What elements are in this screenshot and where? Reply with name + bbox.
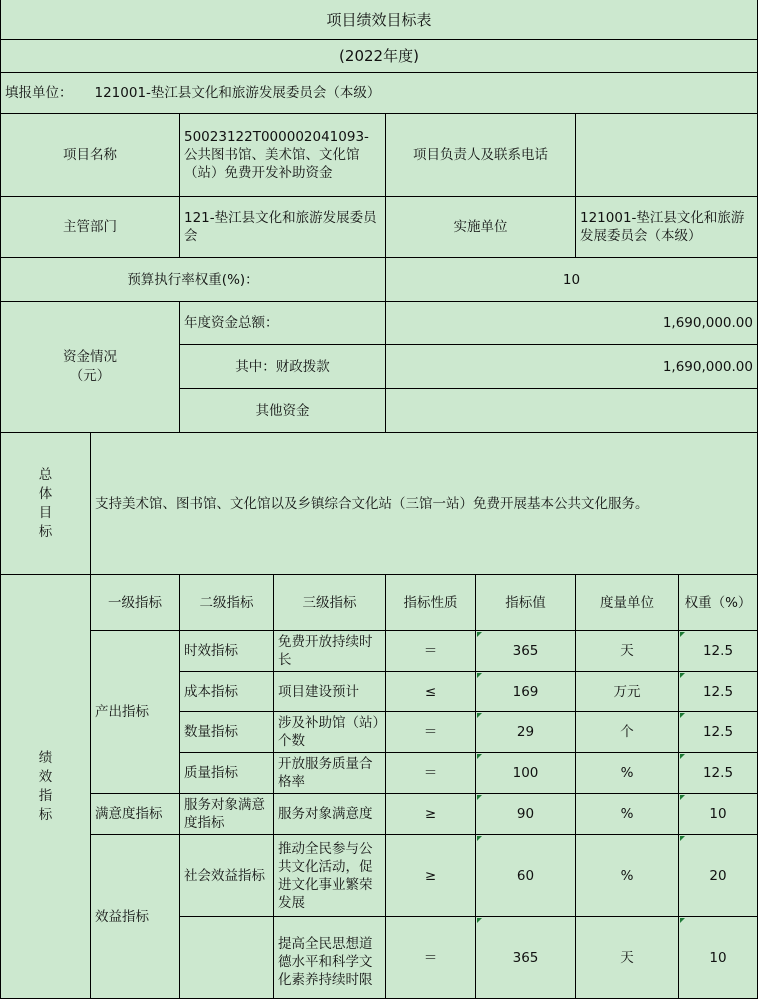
impl-unit-label: 实施单位	[386, 197, 576, 258]
unit-cell: %	[576, 835, 679, 917]
funds-total-value: 1,690,000.00	[386, 302, 758, 345]
level3-cell: 服务对象满意度	[274, 794, 386, 835]
level3-cell: 开放服务质量合格率	[274, 753, 386, 794]
budget-weight-label: 预算执行率权重(%)：	[0, 258, 386, 302]
value-cell: 29	[476, 712, 576, 753]
weight-cell: 12.5	[679, 712, 758, 753]
dept-label: 主管部门	[0, 197, 180, 258]
funds-label-line1: 资金情况	[63, 349, 117, 365]
level1-benefit: 效益指标	[91, 835, 180, 999]
unit-cell: 天	[576, 631, 679, 672]
funds-fiscal-value: 1,690,000.00	[386, 345, 758, 389]
indicators-label	[0, 575, 91, 999]
col-header: 三级指标	[274, 575, 386, 631]
goal-char: 标	[38, 523, 53, 540]
col-header: 指标值	[476, 575, 576, 631]
funds-label	[0, 302, 180, 433]
value-cell: 365	[476, 631, 576, 672]
funds-total-label: 年度资金总额：	[180, 302, 386, 345]
nature-cell: ＝	[386, 753, 476, 794]
funds-label-line2: （元）	[69, 368, 111, 384]
level2-cell: 成本指标	[180, 672, 274, 712]
value-cell: 60	[476, 835, 576, 917]
level3-cell: 免费开放持续时长	[274, 631, 386, 672]
project-contact-label: 项目负责人及联系电话	[386, 114, 576, 197]
project-name-value: 50023122T000002041093-公共图书馆、美术馆、文化馆（站）免费开发补助资金	[180, 114, 386, 197]
nature-cell: ＝	[386, 917, 476, 999]
unit-cell: 天	[576, 917, 679, 999]
level2-cell: 服务对象满意度指标	[180, 794, 274, 835]
level3-cell: 推动全民参与公共文化活动，促进文化事业繁荣发展	[274, 835, 386, 917]
weight-cell: 10	[679, 794, 758, 835]
budget-weight-value: 10	[386, 258, 758, 302]
overall-goal-label	[0, 433, 91, 575]
funds-other-value	[386, 389, 758, 433]
value-cell: 90	[476, 794, 576, 835]
nature-cell: ≥	[386, 794, 476, 835]
col-header: 度量单位	[576, 575, 679, 631]
col-header: 一级指标	[91, 575, 180, 631]
project-contact-value	[576, 114, 758, 197]
indicator-char: 指	[38, 787, 53, 804]
level1-satisfaction: 满意度指标	[91, 794, 180, 835]
level3-cell: 涉及补助馆（站）个数	[274, 712, 386, 753]
impl-unit-value: 121001-垫江县文化和旅游发展委员会（本级）	[576, 197, 758, 258]
unit-cell: %	[576, 753, 679, 794]
level1-output: 产出指标	[91, 631, 180, 794]
col-header: 权重（%）	[679, 575, 758, 631]
value-cell: 100	[476, 753, 576, 794]
goal-char: 体	[38, 485, 53, 502]
indicator-char: 效	[38, 768, 53, 785]
indicator-char: 绩	[38, 749, 53, 766]
unit-cell: %	[576, 794, 679, 835]
goal-char: 目	[38, 504, 53, 521]
indicator-char: 标	[38, 806, 53, 823]
value-cell: 365	[476, 917, 576, 999]
overall-goal-text: 支持美术馆、图书馆、文化馆以及乡镇综合文化站（三馆一站）免费开展基本公共文化服务。	[91, 433, 758, 575]
dept-value: 121-垫江县文化和旅游发展委员会	[180, 197, 386, 258]
value-cell: 169	[476, 672, 576, 712]
level2-cell: 时效指标	[180, 631, 274, 672]
weight-cell: 20	[679, 835, 758, 917]
nature-cell: ≤	[386, 672, 476, 712]
reporting-unit-value: 121001-垫江县文化和旅游发展委员会（本级）	[94, 85, 381, 101]
funds-other-label: 其他资金	[180, 389, 386, 433]
level3-cell: 提高全民思想道德水平和科学文化素养持续时限	[274, 917, 386, 999]
level3-cell: 项目建设预计	[274, 672, 386, 712]
goal-char: 总	[38, 466, 53, 483]
nature-cell: ＝	[386, 712, 476, 753]
funds-fiscal-label: 其中：财政拨款	[180, 345, 386, 389]
level2-cell	[180, 917, 274, 999]
unit-cell: 个	[576, 712, 679, 753]
level2-cell: 质量指标	[180, 753, 274, 794]
weight-cell: 12.5	[679, 631, 758, 672]
reporting-unit-label: 填报单位：	[5, 85, 73, 101]
weight-cell: 12.5	[679, 753, 758, 794]
col-header: 二级指标	[180, 575, 274, 631]
reporting-unit-row	[0, 73, 758, 114]
level2-cell: 数量指标	[180, 712, 274, 753]
col-header: 指标性质	[386, 575, 476, 631]
project-name-label: 项目名称	[0, 114, 180, 197]
nature-cell: ＝	[386, 631, 476, 672]
weight-cell: 10	[679, 917, 758, 999]
weight-cell: 12.5	[679, 672, 758, 712]
unit-cell: 万元	[576, 672, 679, 712]
level2-cell: 社会效益指标	[180, 835, 274, 917]
nature-cell: ≥	[386, 835, 476, 917]
sheet-title: 项目绩效目标表	[0, 0, 758, 40]
sheet-year: (2022年度)	[0, 40, 758, 73]
